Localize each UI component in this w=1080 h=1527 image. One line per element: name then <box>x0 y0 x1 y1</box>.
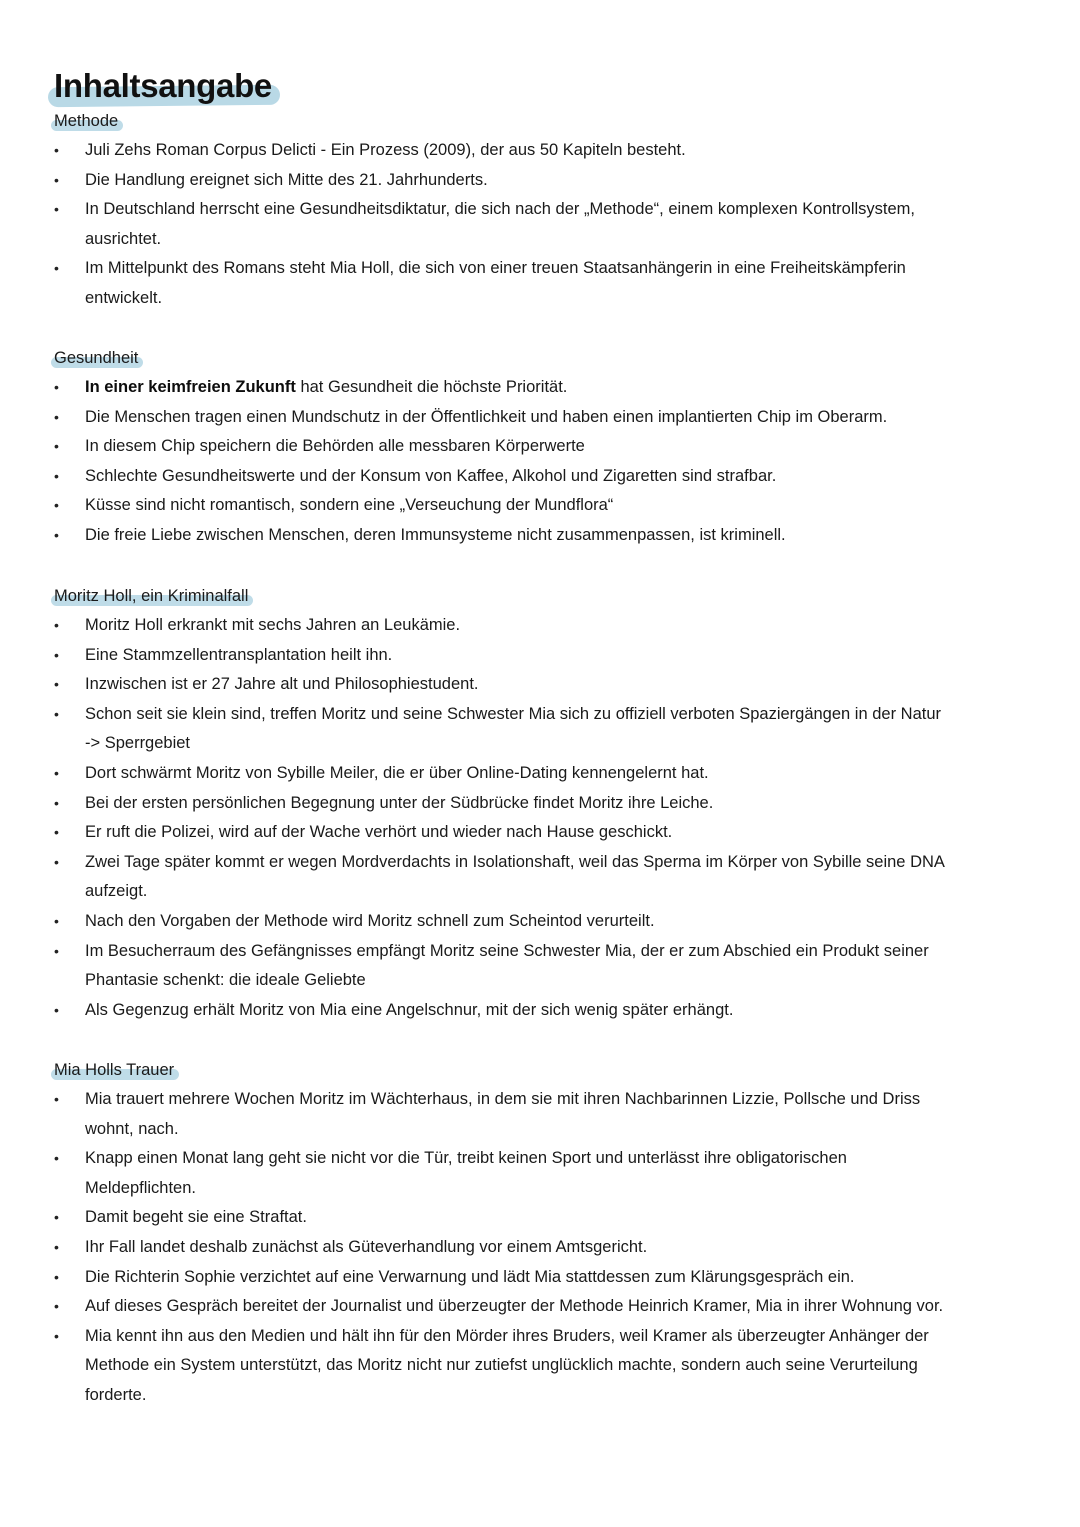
list-item: • Schlechte Gesundheitswerte und der Konsum von Kaffee, Alkohol und Zigaretten sind strafbar. <box>54 462 1034 492</box>
section-heading: Gesundheit <box>54 349 139 367</box>
section-heading: Moritz Holl, ein Kriminalfall <box>54 587 249 605</box>
item-text: hat Gesundheit die höchste Priorität. <box>295 378 568 396</box>
emphasis-text: In einer keimfreien Zukunft <box>85 378 296 396</box>
list-item: • Damit begeht sie eine Straftat. <box>54 1203 1034 1233</box>
list-item: • Mia kennt ihn aus den Medien und hält ihn für den Mörder ihres Bruders, weil Kramer als überzeugter Anhänger der Methode ein System unterstützt, das Moritz nicht nur zutiefst unglücklich machte, sondern auch seine Verurteilung forderte. <box>54 1322 1034 1411</box>
list-item: • Ihr Fall landet deshalb zunächst als Güteverhandlung vor einem Amtsgericht. <box>54 1233 1034 1263</box>
section-kriminalfall <box>54 585 1034 1025</box>
list-item: • Moritz Holl erkrankt mit sechs Jahren an Leukämie. <box>54 611 1034 641</box>
list-item: • Nach den Vorgaben der Methode wird Moritz schnell zum Scheintod verurteilt. <box>54 907 1034 937</box>
section-heading: Mia Holls Trauer <box>54 1061 175 1079</box>
list-item: • Eine Stammzellentransplantation heilt ihn. <box>54 641 1034 671</box>
title-wrap <box>54 66 272 106</box>
bullet-list <box>54 373 1034 551</box>
list-item: • Die Menschen tragen einen Mundschutz in der Öffentlichkeit und haben einen implantierten Chip im Oberarm. <box>54 403 1034 433</box>
list-item: • Juli Zehs Roman Corpus Delicti - Ein Prozess (2009), der aus 50 Kapiteln besteht. <box>54 136 1034 166</box>
list-item: • Dort schwärmt Moritz von Sybille Meiler, die er über Online-Dating kennengelernt hat. <box>54 759 1034 789</box>
list-item: • Bei der ersten persönlichen Begegnung unter der Südbrücke findet Moritz ihre Leiche. <box>54 789 1034 819</box>
list-item: • In diesem Chip speichern die Behörden alle messbaren Körperwerte <box>54 432 1034 462</box>
list-item: • Die freie Liebe zwischen Menschen, deren Immunsysteme nicht zusammenpassen, ist kriminell. <box>54 521 1034 551</box>
bullet-list <box>54 136 1034 314</box>
section-heading: Methode <box>54 112 119 130</box>
list-item: • Im Mittelpunkt des Romans steht Mia Holl, die sich von einer treuen Staatsanhängerin in eine Freiheitskämpferin entwickelt. <box>54 254 1034 313</box>
page-title: Inhaltsangabe <box>54 67 272 104</box>
section-trauer <box>54 1059 1034 1411</box>
list-item <box>54 373 1034 403</box>
list-item: • Er ruft die Polizei, wird auf der Wache verhört und wieder nach Hause geschickt. <box>54 818 1034 848</box>
list-item: • Knapp einen Monat lang geht sie nicht vor die Tür, treibt keinen Sport und unterlässt ihre obligatorischen Meldepflichten. <box>54 1144 1034 1203</box>
list-item: • Inzwischen ist er 27 Jahre alt und Philosophiestudent. <box>54 670 1034 700</box>
list-item: • Küsse sind nicht romantisch, sondern eine „Verseuchung der Mundflora“ <box>54 491 1034 521</box>
list-item: • In Deutschland herrscht eine Gesundheitsdiktatur, die sich nach der „Methode“, einem komplexen Kontrollsystem, ausrichtet. <box>54 195 1034 254</box>
list-item: • Als Gegenzug erhält Moritz von Mia eine Angelschnur, mit der sich wenig später erhängt. <box>54 996 1034 1026</box>
list-item: • Im Besucherraum des Gefängnisses empfängt Moritz seine Schwester Mia, der er zum Abschied ein Produkt seiner Phantasie schenkt: die ideale Geliebte <box>54 937 1034 996</box>
section-gesundheit <box>54 347 1034 551</box>
list-item: • Auf dieses Gespräch bereitet der Journalist und überzeugter der Methode Heinrich Kramer, Mia in ihrer Wohnung vor. <box>54 1292 1034 1322</box>
list-item: • Schon seit sie klein sind, treffen Moritz und seine Schwester Mia sich zu offiziell verboten Spaziergängen in der Natur -> Sperrgebiet <box>54 700 1034 759</box>
section-methode <box>54 110 1034 314</box>
bullet-list <box>54 611 1034 1025</box>
list-item: • Die Handlung ereignet sich Mitte des 21. Jahrhunderts. <box>54 166 1034 196</box>
list-item: • Mia trauert mehrere Wochen Moritz im Wächterhaus, in dem sie mit ihren Nachbarinnen Lizzie, Pollsche und Driss wohnt, nach. <box>54 1085 1034 1144</box>
list-item: • Die Richterin Sophie verzichtet auf eine Verwarnung und lädt Mia stattdessen zum Klärungsgespräch ein. <box>54 1263 1034 1293</box>
list-item: • Zwei Tage später kommt er wegen Mordverdachts in Isolationshaft, weil das Sperma im Körper von Sybille seine DNA aufzeigt. <box>54 848 1034 907</box>
bullet-list <box>54 1085 1034 1411</box>
